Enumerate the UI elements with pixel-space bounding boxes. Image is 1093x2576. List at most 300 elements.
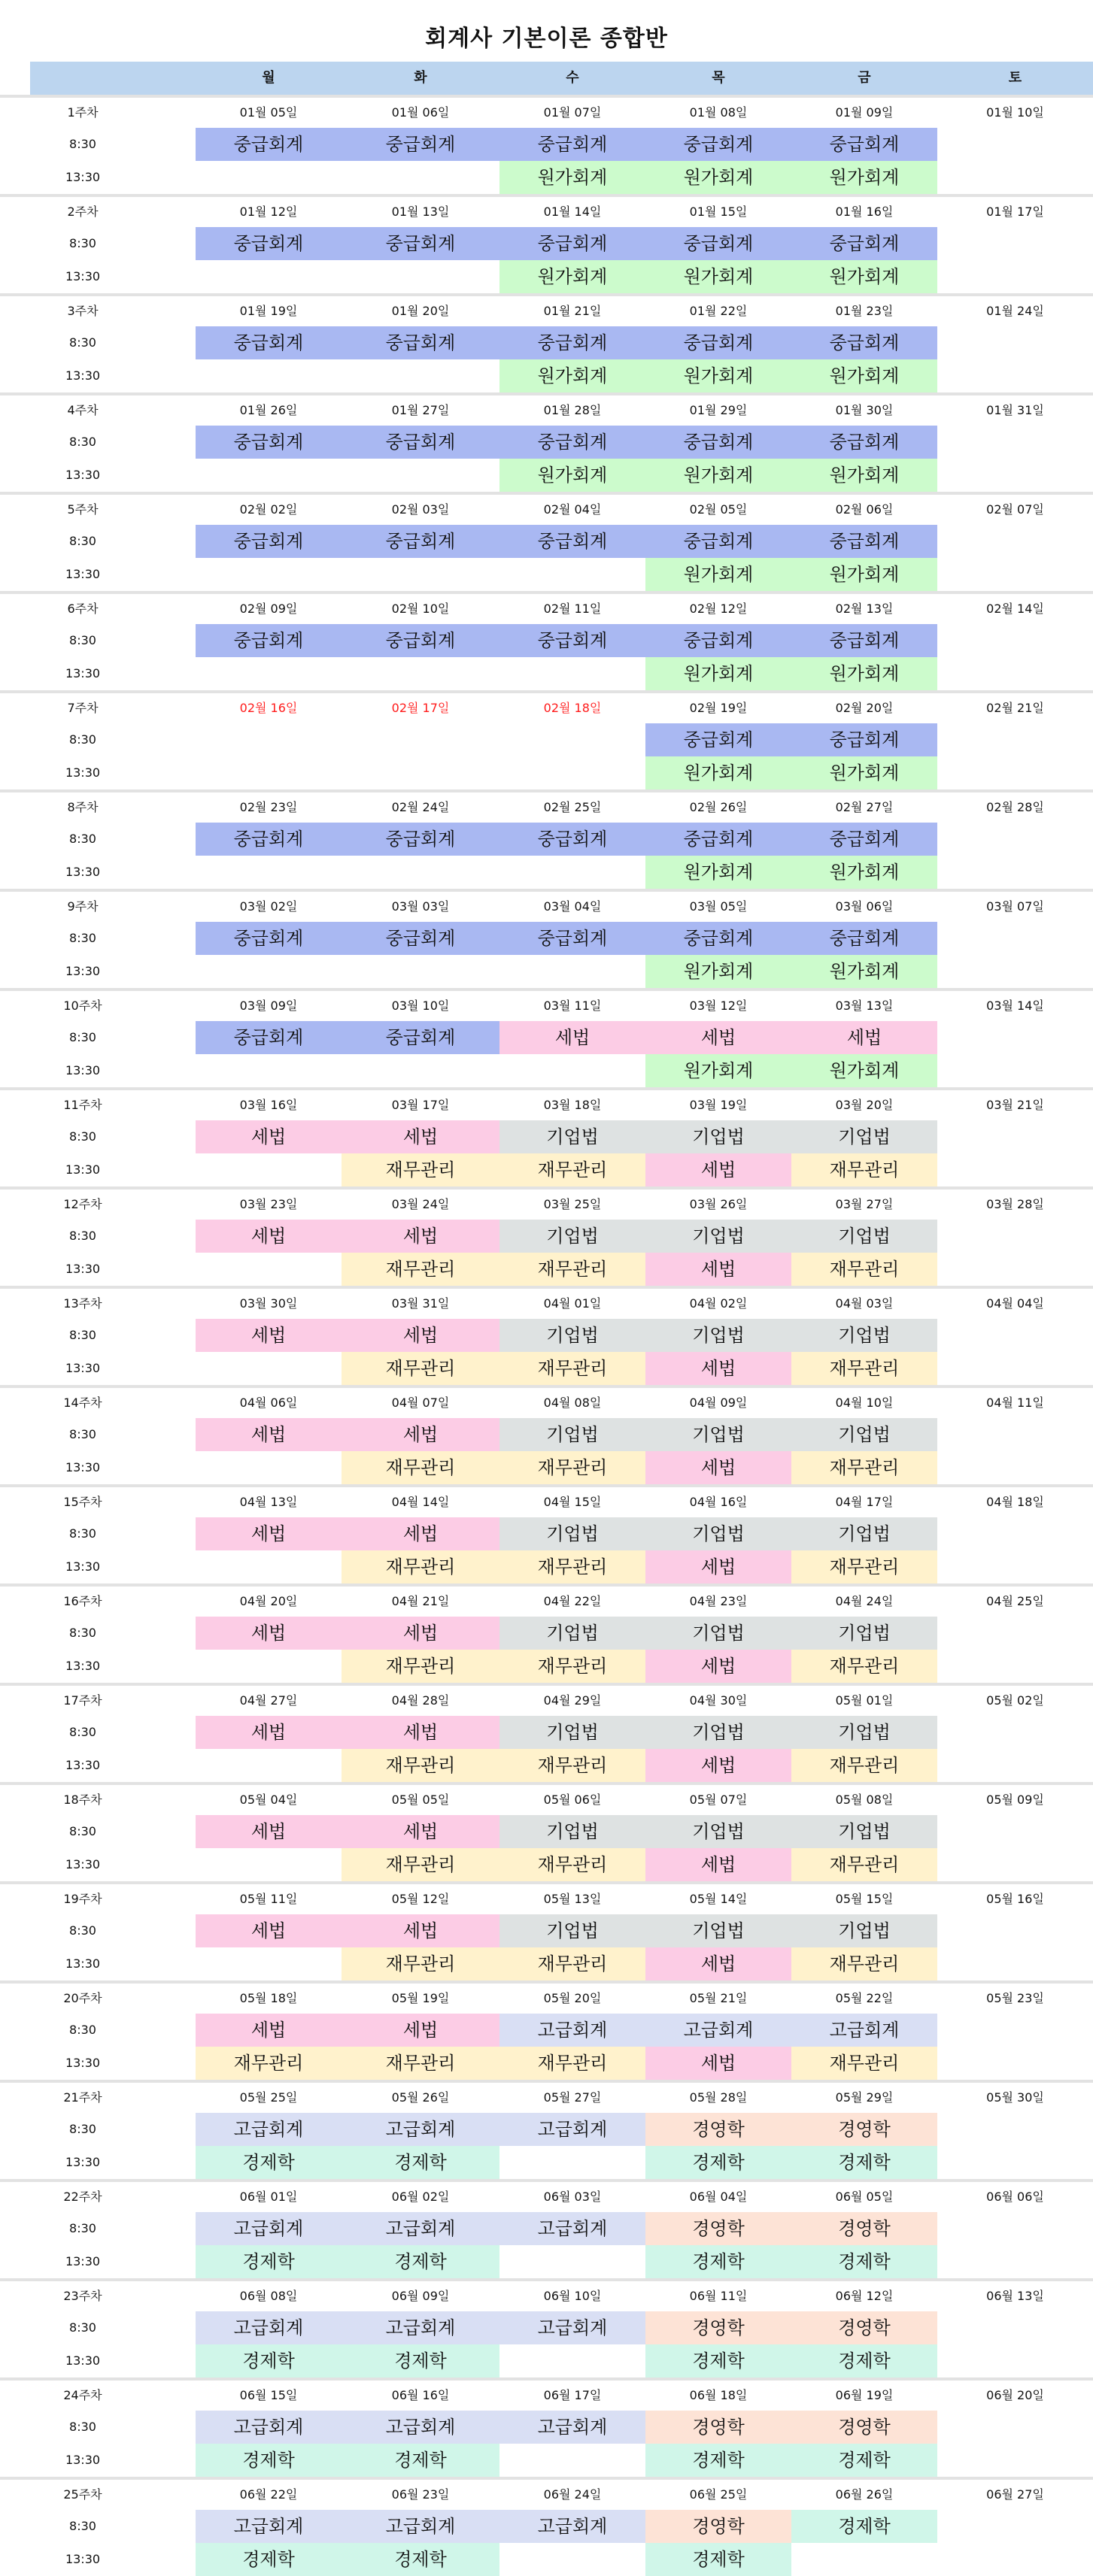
- class-cell: 중급회계: [645, 326, 791, 359]
- class-cell: 고급회계: [499, 2014, 645, 2047]
- class-cell: 기업법: [645, 1319, 791, 1352]
- week-block: [0, 889, 1093, 988]
- class-cell: 중급회계: [791, 128, 937, 161]
- afternoon-row: [0, 260, 1093, 293]
- class-cell: 경제학: [196, 2344, 342, 2377]
- date-cell: 03월 30일: [239, 1296, 298, 1311]
- date-row: [0, 789, 1093, 823]
- afternoon-row: [0, 1749, 1093, 1782]
- date-cell: 02월 17일: [391, 701, 450, 715]
- class-cell: 고급회계: [499, 2510, 645, 2543]
- class-cell: 기업법: [499, 1617, 645, 1650]
- class-cell: [937, 723, 1093, 756]
- time-label: 8:30: [69, 1030, 96, 1044]
- class-cell: 원가회계: [645, 260, 791, 293]
- class-cell: [937, 128, 1093, 161]
- time-label: 8:30: [69, 1824, 96, 1838]
- class-cell: [937, 260, 1093, 293]
- class-cell: [342, 260, 499, 293]
- date-cell: 06월 17일: [543, 2388, 602, 2402]
- class-cell: 원가회계: [645, 756, 791, 789]
- date-cell: 01월 07일: [543, 105, 602, 120]
- class-cell: [499, 558, 645, 591]
- class-cell: 재무관리: [791, 1550, 937, 1583]
- class-cell: 중급회계: [342, 128, 499, 161]
- date-cell: 01월 14일: [543, 205, 602, 219]
- time-label: 8:30: [69, 1725, 96, 1739]
- date-row: [0, 1782, 1093, 1815]
- class-cell: 재무관리: [499, 2047, 645, 2080]
- date-cell: 04월 22일: [543, 1594, 602, 1608]
- afternoon-row: [0, 856, 1093, 889]
- time-label: 8:30: [69, 2320, 96, 2335]
- class-cell: 기업법: [645, 1418, 791, 1451]
- class-cell: 중급회계: [342, 426, 499, 459]
- date-cell: 03월 05일: [689, 899, 748, 914]
- class-cell: 세법: [645, 1352, 791, 1385]
- date-cell: 02월 20일: [835, 701, 894, 715]
- class-cell: 기업법: [499, 1517, 645, 1550]
- afternoon-row: [0, 1352, 1093, 1385]
- morning-row: [0, 922, 1093, 955]
- class-cell: 세법: [645, 1650, 791, 1683]
- class-cell: [196, 359, 342, 392]
- date-cell: 04월 03일: [835, 1296, 894, 1311]
- class-cell: [937, 1021, 1093, 1054]
- morning-row: [0, 2411, 1093, 2444]
- class-cell: [499, 2444, 645, 2477]
- date-cell: 05월 02일: [986, 1693, 1044, 1708]
- class-cell: 중급회계: [645, 525, 791, 558]
- date-cell: 02월 24일: [391, 800, 450, 814]
- afternoon-row: [0, 2444, 1093, 2477]
- class-cell: 중급회계: [196, 525, 342, 558]
- date-cell: 02월 27일: [835, 800, 894, 814]
- date-row: [0, 988, 1093, 1021]
- date-cell: 06월 23일: [391, 2487, 450, 2502]
- class-cell: 기업법: [499, 1914, 645, 1947]
- morning-row: [0, 1716, 1093, 1749]
- class-cell: 재무관리: [342, 1749, 499, 1782]
- class-cell: [342, 756, 499, 789]
- class-cell: [937, 624, 1093, 657]
- date-cell: 02월 07일: [986, 502, 1044, 517]
- week-block: [0, 2377, 1093, 2477]
- class-cell: [937, 2047, 1093, 2080]
- date-cell: 06월 19일: [835, 2388, 894, 2402]
- date-cell: 03월 31일: [391, 1296, 450, 1311]
- class-cell: [937, 1054, 1093, 1087]
- week-block: [0, 293, 1093, 392]
- class-cell: 재무관리: [342, 1451, 499, 1484]
- date-cell: 05월 22일: [835, 1991, 894, 2005]
- afternoon-row: [0, 756, 1093, 789]
- week-block: [0, 1087, 1093, 1186]
- time-label: 8:30: [69, 2221, 96, 2235]
- week-block: [0, 2477, 1093, 2576]
- class-cell: [937, 1914, 1093, 1947]
- date-cell: 03월 24일: [391, 1197, 450, 1211]
- date-cell: 05월 27일: [543, 2090, 602, 2105]
- class-cell: 재무관리: [342, 1253, 499, 1286]
- class-cell: 세법: [645, 2047, 791, 2080]
- class-cell: 경제학: [342, 2444, 499, 2477]
- class-cell: [937, 856, 1093, 889]
- date-cell: 03월 09일: [239, 999, 298, 1013]
- class-cell: 세법: [645, 1749, 791, 1782]
- week-label: 12주차: [63, 1197, 102, 1211]
- date-cell: 05월 07일: [689, 1793, 748, 1807]
- class-cell: 경영학: [791, 2411, 937, 2444]
- class-cell: 고급회계: [196, 2212, 342, 2245]
- class-cell: 중급회계: [499, 128, 645, 161]
- class-cell: [937, 2311, 1093, 2344]
- class-cell: 중급회계: [791, 426, 937, 459]
- week-label: 11주차: [63, 1098, 102, 1112]
- week-label: 15주차: [63, 1495, 102, 1509]
- header-day-fri: 금: [858, 70, 871, 86]
- class-cell: 중급회계: [645, 723, 791, 756]
- class-cell: 중급회계: [499, 227, 645, 260]
- class-cell: [499, 1054, 645, 1087]
- class-cell: 기업법: [791, 1617, 937, 1650]
- date-cell: 04월 27일: [239, 1693, 298, 1708]
- week-label: 6주차: [67, 602, 99, 616]
- date-row: [0, 889, 1093, 922]
- date-cell: 03월 07일: [986, 899, 1044, 914]
- class-cell: [791, 2543, 937, 2576]
- week-label: 20주차: [63, 1991, 102, 2005]
- date-cell: 04월 01일: [543, 1296, 602, 1311]
- date-cell: 01월 30일: [835, 403, 894, 417]
- class-cell: 중급회계: [645, 128, 791, 161]
- time-label: 13:30: [65, 2453, 101, 2467]
- class-cell: 기업법: [791, 1517, 937, 1550]
- class-cell: [196, 856, 342, 889]
- class-cell: 세법: [196, 1517, 342, 1550]
- date-cell: 04월 07일: [391, 1396, 450, 1410]
- date-cell: 01월 29일: [689, 403, 748, 417]
- class-cell: 재무관리: [342, 1352, 499, 1385]
- week-label: 18주차: [63, 1793, 102, 1807]
- class-cell: [196, 1550, 342, 1583]
- time-label: 8:30: [69, 931, 96, 945]
- class-cell: [196, 1352, 342, 1385]
- class-cell: [937, 525, 1093, 558]
- date-cell: 04월 21일: [391, 1594, 450, 1608]
- date-cell: 05월 13일: [543, 1892, 602, 1906]
- date-cell: 05월 09일: [986, 1793, 1044, 1807]
- class-cell: 기업법: [645, 1220, 791, 1253]
- time-label: 8:30: [69, 633, 96, 647]
- date-row: [0, 1087, 1093, 1120]
- date-cell: 01월 16일: [835, 205, 894, 219]
- class-cell: 중급회계: [645, 823, 791, 856]
- morning-row: [0, 525, 1093, 558]
- afternoon-row: [0, 1451, 1093, 1484]
- morning-row: [0, 2212, 1093, 2245]
- page-title: 회계사 기본이론 종합반: [425, 26, 668, 52]
- class-cell: [937, 1319, 1093, 1352]
- time-label: 8:30: [69, 2122, 96, 2136]
- class-cell: 중급회계: [791, 227, 937, 260]
- class-cell: 중급회계: [196, 823, 342, 856]
- date-cell: 03월 26일: [689, 1197, 748, 1211]
- class-cell: [937, 161, 1093, 194]
- class-cell: [937, 2411, 1093, 2444]
- class-cell: [499, 2146, 645, 2179]
- class-cell: 경영학: [645, 2411, 791, 2444]
- date-cell: 04월 28일: [391, 1693, 450, 1708]
- class-cell: [196, 459, 342, 492]
- header-row: [30, 62, 1093, 95]
- date-cell: 05월 08일: [835, 1793, 894, 1807]
- time-label: 13:30: [65, 2254, 101, 2268]
- class-cell: [937, 1153, 1093, 1186]
- class-cell: 고급회계: [196, 2311, 342, 2344]
- class-cell: [499, 2543, 645, 2576]
- class-cell: 고급회계: [196, 2510, 342, 2543]
- class-cell: [937, 657, 1093, 690]
- class-cell: [937, 922, 1093, 955]
- class-cell: [342, 955, 499, 988]
- class-cell: 중급회계: [791, 525, 937, 558]
- afternoon-row: [0, 2047, 1093, 2080]
- class-cell: [196, 723, 342, 756]
- date-cell: 04월 29일: [543, 1693, 602, 1708]
- date-cell: 03월 04일: [543, 899, 602, 914]
- class-cell: 경영학: [645, 2311, 791, 2344]
- class-cell: 세법: [645, 1153, 791, 1186]
- class-cell: [937, 2212, 1093, 2245]
- date-cell: 04월 09일: [689, 1396, 748, 1410]
- afternoon-row: [0, 2245, 1093, 2278]
- class-cell: 재무관리: [791, 2047, 937, 2080]
- week-block: [0, 2080, 1093, 2179]
- class-cell: 중급회계: [342, 1021, 499, 1054]
- class-cell: [196, 955, 342, 988]
- week-label: 8주차: [67, 800, 99, 814]
- week-label: 21주차: [63, 2090, 102, 2105]
- afternoon-row: [0, 558, 1093, 591]
- date-cell: 02월 03일: [391, 502, 450, 517]
- class-cell: 원가회계: [791, 459, 937, 492]
- date-row: [0, 2179, 1093, 2212]
- class-cell: [342, 459, 499, 492]
- class-cell: [499, 657, 645, 690]
- class-cell: 재무관리: [791, 1253, 937, 1286]
- date-cell: 02월 02일: [239, 502, 298, 517]
- class-cell: 재무관리: [499, 1650, 645, 1683]
- date-cell: 06월 18일: [689, 2388, 748, 2402]
- class-cell: [196, 1153, 342, 1186]
- time-label: 13:30: [65, 964, 101, 978]
- class-cell: [937, 2510, 1093, 2543]
- header-day-mon: 월: [262, 70, 275, 86]
- class-cell: 경제학: [342, 2344, 499, 2377]
- time-label: 13:30: [65, 2155, 101, 2169]
- date-cell: 02월 16일: [239, 701, 298, 715]
- date-cell: 04월 10일: [835, 1396, 894, 1410]
- class-cell: [937, 2543, 1093, 2576]
- class-cell: [342, 856, 499, 889]
- class-cell: [499, 2245, 645, 2278]
- class-cell: [937, 2444, 1093, 2477]
- class-cell: 기업법: [645, 1815, 791, 1848]
- date-cell: 03월 23일: [239, 1197, 298, 1211]
- class-cell: [196, 161, 342, 194]
- time-label: 13:30: [65, 865, 101, 879]
- class-cell: 기업법: [499, 1220, 645, 1253]
- date-cell: 05월 25일: [239, 2090, 298, 2105]
- class-cell: 세법: [342, 1716, 499, 1749]
- class-cell: 고급회계: [499, 2411, 645, 2444]
- date-cell: 05월 01일: [835, 1693, 894, 1708]
- date-cell: 02월 05일: [689, 502, 748, 517]
- class-cell: 기업법: [645, 1517, 791, 1550]
- date-row: [0, 1286, 1093, 1319]
- morning-row: [0, 1418, 1093, 1451]
- date-cell: 06월 15일: [239, 2388, 298, 2402]
- date-cell: 05월 15일: [835, 1892, 894, 1906]
- date-cell: 06월 03일: [543, 2190, 602, 2204]
- time-label: 13:30: [65, 2056, 101, 2070]
- class-cell: 재무관리: [791, 1848, 937, 1881]
- class-cell: 원가회계: [645, 558, 791, 591]
- date-cell: 05월 20일: [543, 1991, 602, 2005]
- week-label: 24주차: [63, 2388, 102, 2402]
- date-cell: 02월 19일: [689, 701, 748, 715]
- date-cell: 04월 20일: [239, 1594, 298, 1608]
- date-row: [0, 2080, 1093, 2113]
- class-cell: [937, 1650, 1093, 1683]
- time-label: 13:30: [65, 468, 101, 482]
- class-cell: 고급회계: [342, 2113, 499, 2146]
- date-row: [0, 1583, 1093, 1617]
- class-cell: [937, 1517, 1093, 1550]
- class-cell: 세법: [196, 1815, 342, 1848]
- date-cell: 04월 11일: [986, 1396, 1044, 1410]
- class-cell: 재무관리: [499, 1749, 645, 1782]
- time-label: 8:30: [69, 1129, 96, 1144]
- week-label: 4주차: [67, 403, 99, 417]
- date-cell: 06월 01일: [239, 2190, 298, 2204]
- class-cell: 고급회계: [196, 2411, 342, 2444]
- time-label: 13:30: [65, 1956, 101, 1971]
- class-cell: [937, 426, 1093, 459]
- afternoon-row: [0, 1947, 1093, 1980]
- class-cell: 기업법: [791, 1319, 937, 1352]
- class-cell: 중급회계: [196, 326, 342, 359]
- class-cell: 중급회계: [196, 922, 342, 955]
- week-label: 5주차: [67, 502, 99, 517]
- time-label: 13:30: [65, 1758, 101, 1772]
- date-cell: 01월 05일: [239, 105, 298, 120]
- class-cell: 세법: [196, 1120, 342, 1153]
- class-cell: [196, 756, 342, 789]
- date-cell: 05월 11일: [239, 1892, 298, 1906]
- date-cell: 06월 09일: [391, 2289, 450, 2303]
- date-cell: 01월 06일: [391, 105, 450, 120]
- class-cell: [937, 1352, 1093, 1385]
- class-cell: 재무관리: [342, 2047, 499, 2080]
- schedule-grid: [0, 95, 1093, 2576]
- class-cell: 원가회계: [645, 161, 791, 194]
- class-cell: 중급회계: [791, 922, 937, 955]
- class-cell: 재무관리: [791, 1153, 937, 1186]
- morning-row: [0, 1617, 1093, 1650]
- time-label: 8:30: [69, 2519, 96, 2533]
- class-cell: 경영학: [791, 2212, 937, 2245]
- class-cell: 고급회계: [499, 2311, 645, 2344]
- morning-row: [0, 426, 1093, 459]
- time-label: 8:30: [69, 435, 96, 449]
- class-cell: 원가회계: [791, 1054, 937, 1087]
- time-label: 8:30: [69, 335, 96, 350]
- class-cell: 중급회계: [791, 326, 937, 359]
- class-cell: 경제학: [645, 2444, 791, 2477]
- date-cell: 04월 23일: [689, 1594, 748, 1608]
- date-cell: 06월 25일: [689, 2487, 748, 2502]
- afternoon-row: [0, 1054, 1093, 1087]
- afternoon-row: [0, 955, 1093, 988]
- class-cell: [196, 260, 342, 293]
- time-label: 8:30: [69, 1229, 96, 1243]
- date-cell: 03월 11일: [543, 999, 602, 1013]
- time-label: 8:30: [69, 732, 96, 747]
- time-label: 13:30: [65, 1857, 101, 1871]
- week-label: 13주차: [63, 1296, 102, 1311]
- date-cell: 06월 22일: [239, 2487, 298, 2502]
- date-row: [0, 492, 1093, 525]
- date-cell: 01월 09일: [835, 105, 894, 120]
- date-cell: 03월 12일: [689, 999, 748, 1013]
- date-cell: 06월 24일: [543, 2487, 602, 2502]
- class-cell: 경제학: [645, 2146, 791, 2179]
- class-cell: [342, 723, 499, 756]
- class-cell: 경영학: [645, 2113, 791, 2146]
- class-cell: 세법: [791, 1021, 937, 1054]
- class-cell: 중급회계: [645, 922, 791, 955]
- time-label: 8:30: [69, 1626, 96, 1640]
- date-cell: 03월 28일: [986, 1197, 1044, 1211]
- class-cell: [937, 1120, 1093, 1153]
- week-label: 1주차: [67, 105, 99, 120]
- class-cell: 기업법: [791, 1716, 937, 1749]
- time-label: 13:30: [65, 666, 101, 680]
- date-row: [0, 2377, 1093, 2411]
- date-cell: 05월 26일: [391, 2090, 450, 2105]
- class-cell: 재무관리: [499, 1550, 645, 1583]
- date-cell: 06월 11일: [689, 2289, 748, 2303]
- date-cell: 04월 24일: [835, 1594, 894, 1608]
- class-cell: 재무관리: [499, 1947, 645, 1980]
- class-cell: 기업법: [791, 1418, 937, 1451]
- class-cell: 경영학: [645, 2510, 791, 2543]
- class-cell: 재무관리: [791, 1749, 937, 1782]
- morning-row: [0, 624, 1093, 657]
- class-cell: 중급회계: [791, 823, 937, 856]
- class-cell: 기업법: [791, 1914, 937, 1947]
- afternoon-row: [0, 2146, 1093, 2179]
- class-cell: 중급회계: [196, 426, 342, 459]
- morning-row: [0, 2311, 1093, 2344]
- class-cell: 세법: [645, 1021, 791, 1054]
- class-cell: 세법: [342, 1418, 499, 1451]
- class-cell: 고급회계: [342, 2510, 499, 2543]
- morning-row: [0, 2510, 1093, 2543]
- class-cell: 세법: [645, 1947, 791, 1980]
